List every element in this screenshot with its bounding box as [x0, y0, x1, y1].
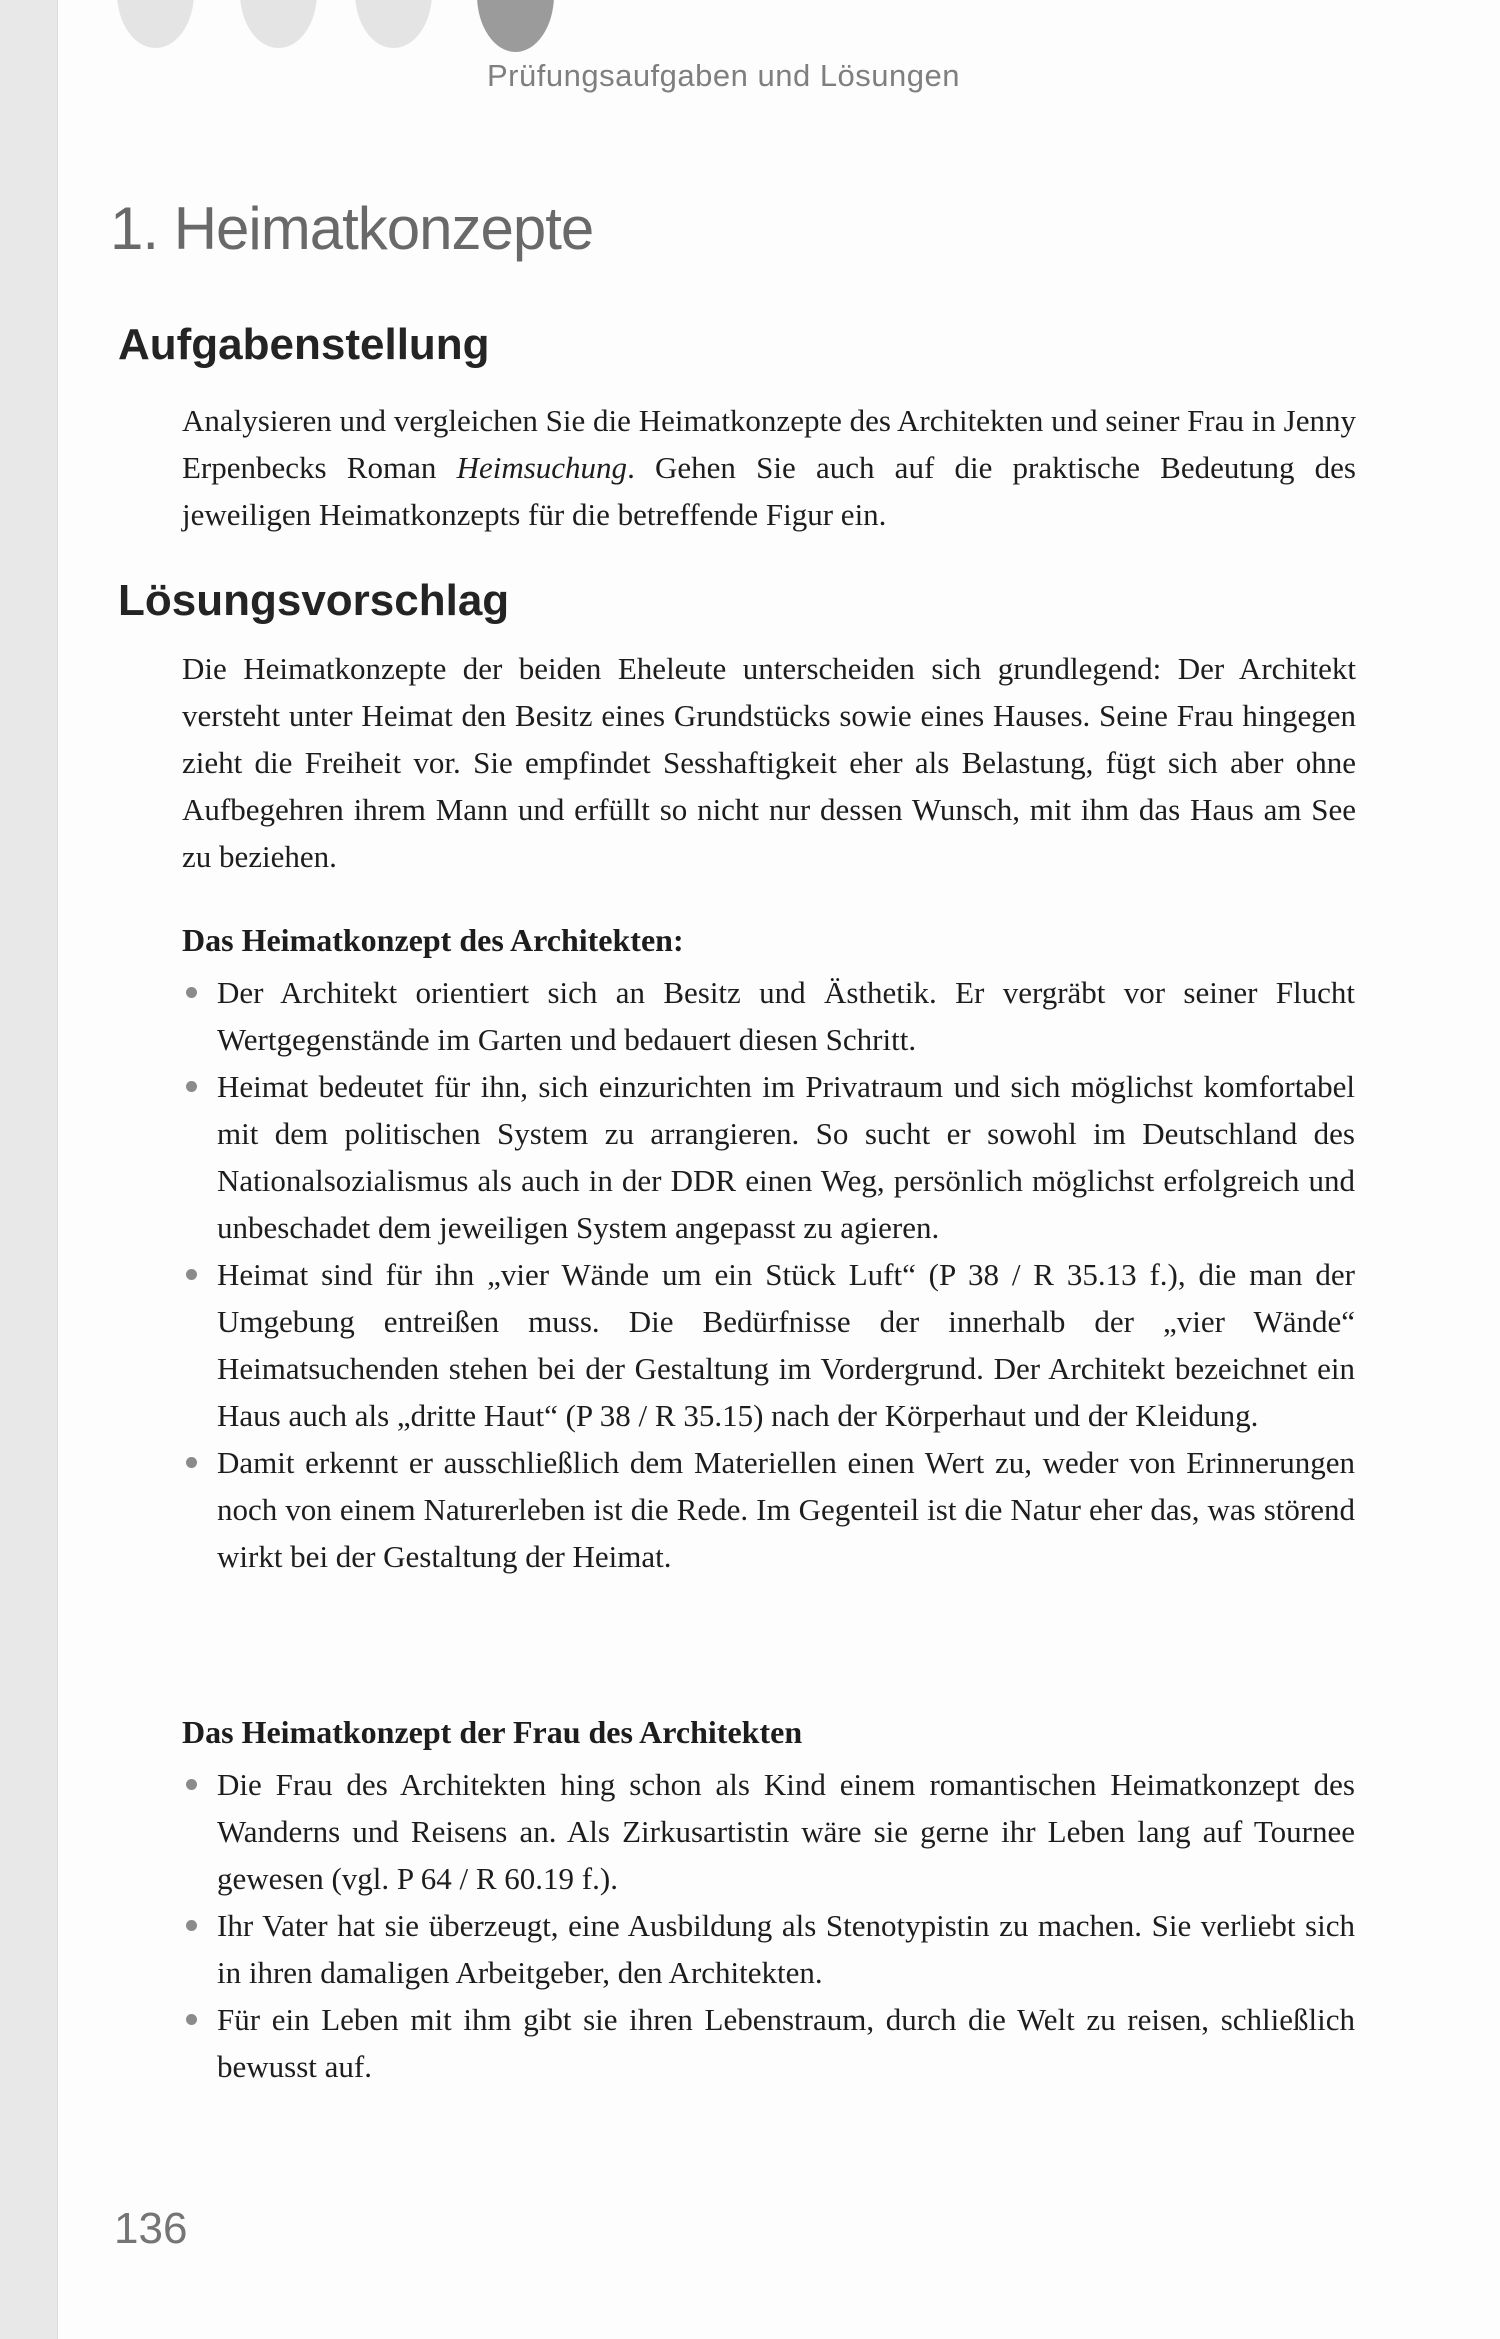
chapter-dot-icon — [355, 0, 432, 48]
list-item-text: Die Frau des Architekten hing schon als Kind einem romantischen Heimatkonzept des Wanderns und Reisens an. Als Zirkusartistin wäre sie gerne ihr Leben lang auf Tournee gewesen (vgl. P 64 / R 60.19 f.). — [217, 1767, 1355, 1896]
bullet-icon — [186, 1779, 197, 1790]
architect-concept-heading: Das Heimatkonzept des Architekten: — [182, 922, 684, 958]
list-item-text: Der Architekt orientiert sich an Besitz und Ästhetik. Er vergräbt vor seiner Flucht Wertgegenstände im Garten und bedauert diesen Schritt. — [217, 975, 1355, 1057]
wife-concept-heading: Das Heimatkonzept der Frau des Architekten — [182, 1714, 803, 1750]
task-text — [182, 397, 1356, 538]
list-item-text: Ihr Vater hat sie überzeugt, eine Ausbildung als Stenotypistin zu machen. Sie verliebt sich in ihren damaligen Arbeitgeber, den Architekten. — [217, 1908, 1355, 1990]
list-item — [182, 1996, 1355, 2090]
list-item — [182, 1902, 1355, 1996]
novel-title: Heimsuchung — [456, 450, 628, 485]
bullet-icon — [186, 1920, 197, 1931]
task-text-part2: . Gehen Sie auch auf die praktische Bedeutung des jeweiligen Heimatkonzepts für die betreffende Figur ein. — [182, 450, 1357, 532]
list-item — [182, 969, 1355, 1063]
bullet-icon — [186, 987, 197, 998]
list-item — [182, 1251, 1355, 1439]
running-head: Prüfungsaufgaben und Lösungen — [487, 58, 961, 93]
list-item — [182, 1761, 1355, 1902]
list-item-text: Für ein Leben mit ihm gibt sie ihren Lebenstraum, durch die Welt zu reisen, schließlich bewusst auf. — [217, 2002, 1355, 2084]
list-item-text: Damit erkennt er ausschließlich dem Materiellen einen Wert zu, weder von Erinnerungen noch von einem Naturerleben ist die Rede. Im Gegenteil ist die Natur eher das, was störend wirkt bei der Gestaltung der Heimat. — [217, 1445, 1355, 1574]
solution-intro: Die Heimatkonzepte der beiden Eheleute unterscheiden sich grundlegend: Der Architekt versteht unter Heimat den Besitz eines Grundstücks sowie eines Hauses. Seine Frau hingegen zieht die Freiheit vor. Sie empfindet Sesshaftigkeit eher als Belastung, fügt sich aber ohne Aufbegehren ihrem Mann und erfüllt so nicht nur dessen Wunsch, mit ihm das Haus am See zu beziehen. — [182, 651, 1356, 874]
bullet-icon — [186, 2014, 197, 2025]
chapter-dot-icon — [117, 0, 194, 48]
solution-heading: Lösungsvorschlag — [118, 576, 510, 625]
page-number: 136 — [114, 2204, 188, 2253]
list-item-text: Heimat sind für ihn „vier Wände um ein Stück Luft“ (P 38 / R 35.13 f.), die man der Umgebung entreißen muss. Die Bedürfnisse der innerhalb der „vier Wände“ Heimatsuchenden stehen bei der Gestaltung im Vordergrund. Der Architekt bezeichnet ein Haus auch als „dritte Haut“ (P 38 / R 35.15) nach der Körperhaut und der Kleidung. — [217, 1257, 1355, 1433]
task-text-part1: Analysieren und vergleichen Sie die Heimatkonzepte des Architekten und seiner Frau in Jenny Erpenbecks Roman — [182, 403, 1356, 485]
list-item — [182, 1063, 1355, 1251]
chapter-title: 1. Heimatkonzepte — [110, 195, 594, 262]
list-item — [182, 1439, 1355, 1580]
chapter-dot-active-icon — [477, 0, 554, 52]
chapter-dot-icon — [240, 0, 317, 48]
architect-bullet-list — [182, 969, 1355, 1580]
task-heading: Aufgabenstellung — [118, 320, 490, 369]
page-edge-strip — [0, 0, 58, 2339]
bullet-icon — [186, 1269, 197, 1280]
wife-bullet-list — [182, 1761, 1355, 2090]
bullet-icon — [186, 1457, 197, 1468]
list-item-text: Heimat bedeutet für ihn, sich einzurichten im Privatraum und sich möglichst komfortabel mit dem politischen System zu arrangieren. So sucht er sowohl im Deutschland des Nationalsozialismus als auch in der DDR einen Weg, persönlich möglichst erfolgreich und unbeschadet dem jeweiligen System angepasst zu agieren. — [217, 1069, 1355, 1245]
bullet-icon — [186, 1081, 197, 1092]
